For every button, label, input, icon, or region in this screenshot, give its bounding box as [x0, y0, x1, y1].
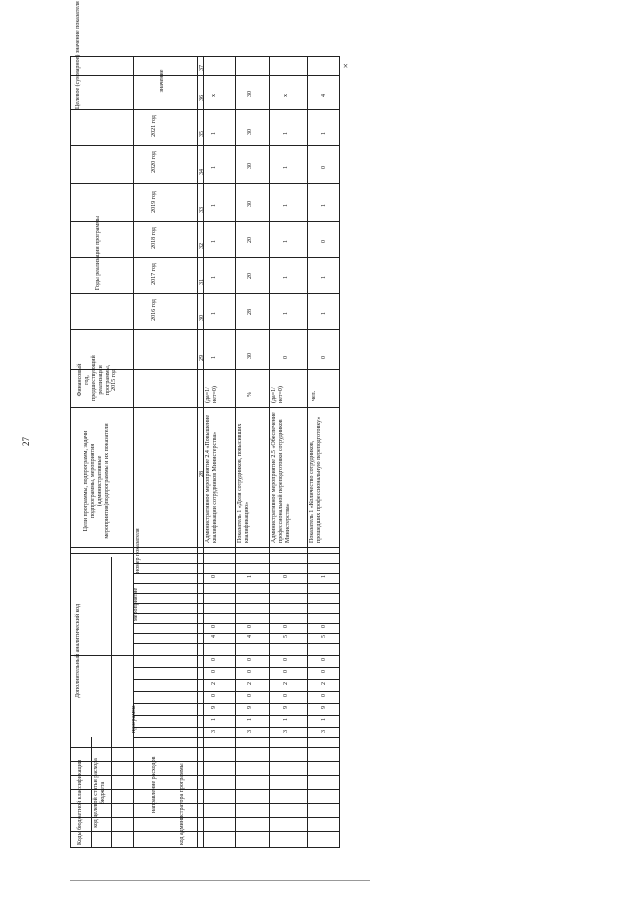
header-value: значение: [159, 69, 165, 93]
col-number-32: 32: [199, 243, 205, 249]
row3-2016: 1: [283, 312, 289, 315]
code-digit: 1: [283, 718, 289, 721]
row-divider: [235, 57, 236, 847]
col-divider: [133, 643, 339, 644]
code-digit: 0: [321, 625, 327, 628]
row2-2017: 20: [247, 273, 253, 279]
row2-unit: %: [247, 392, 253, 397]
header-dop-event: мероприятие: [133, 587, 139, 621]
col-divider: [71, 817, 339, 818]
header-codes-group: Коды бюджетной классификации: [77, 760, 83, 845]
code-digit: 2: [247, 682, 253, 685]
col-divider: [133, 603, 339, 604]
row2-2019: 30: [247, 201, 253, 207]
col-number-29: 29: [199, 355, 205, 361]
row2-2016: 28: [247, 309, 253, 315]
code-digit: 0: [283, 658, 289, 661]
col-divider: [71, 775, 339, 776]
col-divider: [133, 593, 339, 594]
code-digit: 0: [247, 694, 253, 697]
row-divider: [197, 57, 198, 847]
header-2021: 2021 год: [151, 115, 157, 137]
header-dop-code: Дополнительный аналитический код: [75, 603, 81, 699]
rotated-table: [70, 1, 340, 848]
row4-unit: чел.: [311, 390, 317, 401]
code-digit: 0: [247, 670, 253, 673]
code-digit: 1: [321, 718, 327, 721]
header-goals: Цели программы, подпрограмм, задачи подпрограммы, мероприятия (административные мероприятия)подпрограммы и их показатели: [83, 423, 110, 539]
row4-2021: 1: [321, 132, 327, 135]
row4-text: Показатель 1 «Количество сотрудников, прошедших профессиональную переподготовку»: [309, 416, 322, 543]
col-divider: [133, 613, 339, 614]
col-number-28: 28: [199, 471, 205, 477]
row1-2020: 1: [211, 166, 217, 169]
code-digit: 5: [321, 635, 327, 638]
col-divider: [133, 583, 339, 584]
code-digit: 4: [247, 635, 253, 638]
code-digit: 1: [211, 718, 217, 721]
col-number-31: 31: [199, 279, 205, 285]
col-divider: [71, 747, 339, 748]
col-number-37: 37: [199, 65, 205, 71]
col-number-34: 34: [199, 169, 205, 175]
row2-2018: 20: [247, 237, 253, 243]
header-expense-direction: направление расходов: [151, 756, 157, 813]
row1-2018: 1: [211, 240, 217, 243]
row-divider: [203, 57, 204, 847]
col-divider: [71, 655, 339, 656]
code-digit: 9: [283, 706, 289, 709]
code-digit: 0: [247, 658, 253, 661]
code-digit: 2: [283, 682, 289, 685]
row1-target: x: [211, 94, 217, 97]
code-digit: 4: [211, 635, 217, 638]
page-number: 27: [21, 437, 31, 446]
col-divider: [133, 679, 339, 680]
header-2016: 2016 год: [151, 299, 157, 321]
row3-2018: 1: [283, 240, 289, 243]
col-divider: [133, 633, 339, 634]
row-divider: [307, 57, 308, 847]
code-digit: 1: [247, 718, 253, 721]
col-divider: [133, 563, 339, 564]
code-digit: 0: [211, 625, 217, 628]
code-digit: 2: [211, 682, 217, 685]
row1-unit: (да=1/ нет=0): [205, 386, 218, 403]
row3-target: x: [283, 94, 289, 97]
col-divider: [71, 831, 339, 832]
col-number-36: 36: [199, 95, 205, 101]
col-divider: [133, 667, 339, 668]
col-divider: [133, 703, 339, 704]
col-divider: [71, 257, 339, 258]
header-dop-program: программа: [131, 705, 137, 733]
row4-2018: 0: [321, 240, 327, 243]
col-divider: [133, 573, 339, 574]
code-digit: 0: [321, 694, 327, 697]
col-divider: [71, 789, 339, 790]
row1-2016: 1: [211, 312, 217, 315]
col-divider: [133, 715, 339, 716]
row1-text: Административное мероприятие 2.4 «Повышение квалификации сотрудников Министерства»: [205, 415, 218, 543]
code-digit: 9: [211, 706, 217, 709]
row4-2019: 1: [321, 204, 327, 207]
code-digit: 0: [321, 658, 327, 661]
code-digit: 9: [247, 706, 253, 709]
corner-mark: ×: [343, 61, 349, 71]
code-digit: 0: [283, 694, 289, 697]
code-digit: 1: [321, 575, 327, 578]
col-divider: [71, 803, 339, 804]
code-digit: 0: [283, 625, 289, 628]
row2-2021: 30: [247, 129, 253, 135]
col-divider: [71, 329, 339, 330]
header-2019: 2019 год: [151, 191, 157, 213]
header-target: Целевое (суммарное) значение показателя: [75, 1, 81, 109]
row1-2017: 1: [211, 276, 217, 279]
col-divider: [71, 293, 339, 294]
code-digit: 0: [321, 670, 327, 673]
row-divider: [269, 57, 270, 847]
code-digit: 3: [283, 730, 289, 733]
row1-2019: 1: [211, 204, 217, 207]
header-fin-year: Финансовый год, предшествующий реализации программы, 2015 год: [77, 355, 118, 401]
col-divider: [133, 727, 339, 728]
row4-base: 0: [321, 356, 327, 359]
col-divider: [133, 691, 339, 692]
row3-2020: 1: [283, 166, 289, 169]
header-2017: 2017 год: [151, 263, 157, 285]
code-digit: 5: [283, 635, 289, 638]
code-digit: 0: [247, 625, 253, 628]
row2-text: Показатель 1 «Доля сотрудников, повысивших квалификацию»: [237, 423, 250, 543]
row3-base: 0: [283, 356, 289, 359]
row2-2020: 30: [247, 163, 253, 169]
header-admin-code: код администратора программы: [179, 763, 185, 845]
col-number-33: 33: [199, 207, 205, 213]
col-divider: [71, 145, 339, 146]
code-digit: 0: [283, 575, 289, 578]
row1-base: 1: [211, 356, 217, 359]
header-years: Годы реализации программы: [95, 215, 101, 291]
header-csr-code: код целевой статьи расхода бюджета: [93, 758, 106, 828]
code-digit: 3: [211, 730, 217, 733]
row2-base: 30: [247, 353, 253, 359]
col-divider: [71, 183, 339, 184]
col-divider: [71, 407, 339, 408]
row3-2019: 1: [283, 204, 289, 207]
row4-2016: 1: [321, 312, 327, 315]
bottom-rule: [70, 880, 370, 881]
row4-target: 4: [321, 94, 327, 97]
row3-2021: 1: [283, 132, 289, 135]
code-digit: 3: [321, 730, 327, 733]
code-digit: 0: [211, 575, 217, 578]
row2-target: 30: [247, 91, 253, 97]
code-digit: 0: [211, 670, 217, 673]
code-digit: 0: [283, 670, 289, 673]
row3-unit: (да=1/ нет=0): [271, 386, 284, 403]
col-divider: [71, 547, 339, 548]
code-digit: 1: [247, 575, 253, 578]
col-divider: [133, 623, 339, 624]
code-digit: 2: [321, 682, 327, 685]
col-divider: [71, 761, 339, 762]
row3-text: Административное мероприятие 2.5 «Обеспечение профессиональной переподготовки сотрудников Министерства»: [271, 412, 291, 543]
col-number-30: 30: [199, 315, 205, 321]
code-digit: 0: [211, 658, 217, 661]
col-divider: [71, 109, 339, 110]
col-divider: [133, 737, 339, 738]
row3-2017: 1: [283, 276, 289, 279]
row4-2020: 0: [321, 166, 327, 169]
row4-2017: 1: [321, 276, 327, 279]
col-divider: [71, 221, 339, 222]
col-divider: [71, 75, 339, 76]
code-digit: 9: [321, 706, 327, 709]
row1-2021: 1: [211, 132, 217, 135]
col-divider: [71, 553, 339, 554]
code-digit: 3: [247, 730, 253, 733]
header-2020: 2020 год: [151, 151, 157, 173]
header-2018: 2018 год: [151, 227, 157, 249]
col-number-35: 35: [199, 131, 205, 137]
code-digit: 0: [211, 694, 217, 697]
header-dop-indicator-num: номер показателя: [135, 528, 141, 573]
